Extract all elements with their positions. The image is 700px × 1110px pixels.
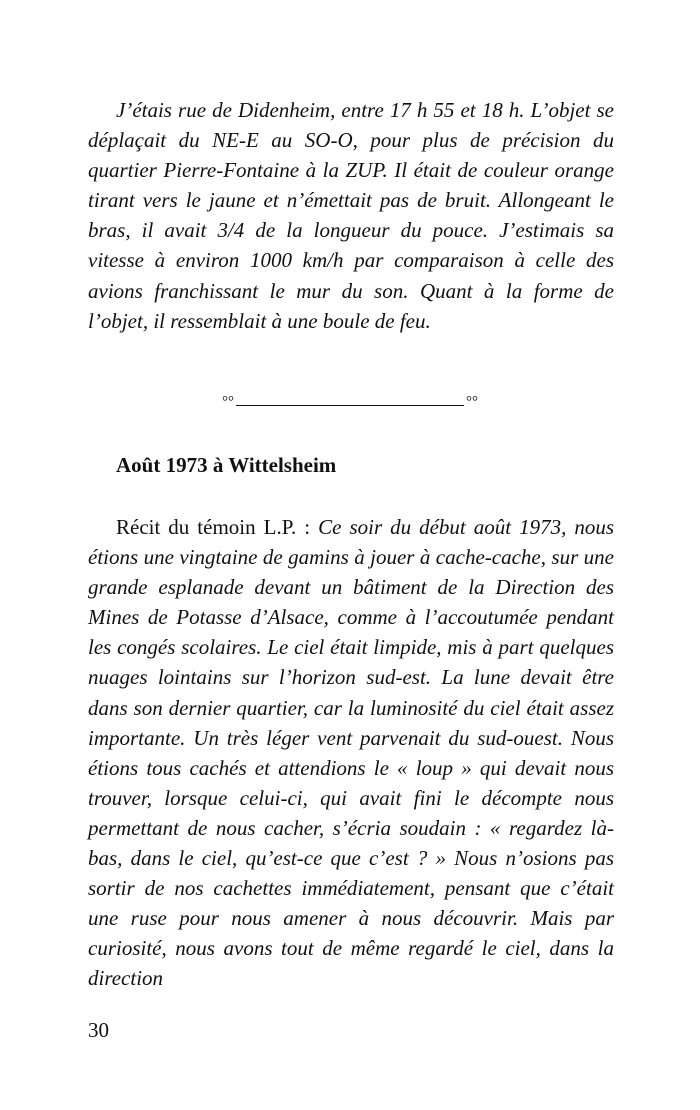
page-number: 30 — [88, 1018, 109, 1042]
section-separator — [0, 394, 700, 411]
witness-testimony: Ce soir du début août 1973, nous étions une vingtaine de gamins à jouer à cache-cache, sur une grande esplanade devant un bâtiment de la Direction des Mines de Potasse d’Alsace, comme à l’accoutumée pendant les congés scolaires. Le ciel était limpide, mis à part quelques nuages lointains sur l’horizon sud-est. La lune devait être dans son dernier quartier, car la luminosité du ciel était assez importante. Un très léger vent parvenait du sud-ouest. Nous étions tous cachés et attendions le « loup » qui devait nous trouver, lorsque celui-ci, qui avait fini le décompte nous permettant de nous cacher, s’écria soudain : « regardez là-bas, dans le ciel, qu’est-ce que c’est ? » Nous n’osions pas sortir de nos cachettes immédiatement, pensant que c’était une ruse pour nous amener à nous découvrir. Mais par curiosité, nous avons tout de même regardé le ciel, dans la direction — [88, 515, 615, 991]
separator-line — [236, 396, 464, 406]
witness-intro: Récit du témoin L.P. : — [116, 515, 319, 539]
paragraph-witness-account — [88, 512, 614, 994]
section-heading: Août 1973 à Wittelsheim — [116, 453, 337, 477]
separator-left-mark: °° — [222, 394, 234, 410]
separator-right-mark: °° — [466, 394, 478, 410]
paragraph-testimony-continued: J’étais rue de Didenheim, entre 17 h 55 et 18 h. L’objet se déplaçait du NE-E au SO-O, pour plus de précision du quartier Pierre-Fontaine à la ZUP. Il était de couleur orange tirant vers le jaune et n’émettait pas de bruit. Allongeant le bras, il avait 3/4 de la longueur du pouce. J’estimais sa vitesse à environ 1000 km/h par comparaison à celle des avions franchissant le mur du son. Quant à la forme de l’objet, il ressemblait à une boule de feu. — [88, 98, 614, 333]
